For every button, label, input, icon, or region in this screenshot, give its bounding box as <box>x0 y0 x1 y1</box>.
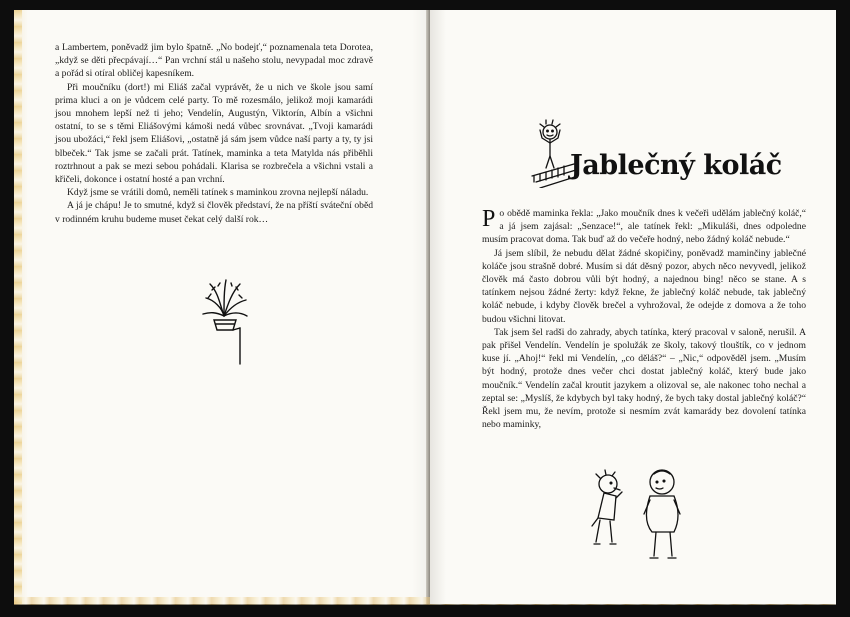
chapter-title: Jablečný koláč <box>570 150 782 181</box>
drop-cap-letter: P <box>482 206 496 232</box>
right-page <box>430 10 836 604</box>
page-edge-decoration <box>14 10 22 604</box>
right-paragraph-1: o obědě maminka řekla: „Jako moučník dnes k večeři udělám jablečný koláč,“ a já jsem zajásal: „Senzace!“, ale tatínek řekl: „Mikuláši, dnes odpoledne musím pracovat doma. Tak buď až do večeře hodný, nebo žádný koláč nebude.“ <box>482 208 806 246</box>
two-boys-talking-illustration <box>580 466 692 562</box>
right-paragraph-2: Já jsem slíbil, že nebudu dělat žádné skopičiny, poněvadž maminčiny jablečné koláče jsou strašně dobré. Musím si dát děsný pozor, abych něco nevyvedl, jelikož člověk má často dobrou vůli být hodný, a najednou bing! něco se stane. A s tatínkem nejsou žádné žerty: když řekne, že jablečný koláč nebude, tak jablečný koláč nebude, i kdyby člověk brečel a vyhrožoval, že odejde z domova a že toho budou všichni litovat. <box>482 247 806 325</box>
right-page-text <box>482 207 806 431</box>
potted-palm-illustration <box>200 278 250 366</box>
left-page <box>14 10 430 604</box>
left-paragraph-4: A já je chápu! Je to smutné, když si člověk představí, že na příští sváteční oběd v rodinném kruhu budeme muset čekat celý další rok… <box>55 200 373 225</box>
left-paragraph-2: Při moučníku (dort!) mi Eliáš začal vyprávět, že u nich ve škole jsou samí prima kluci a on je vůdcem celé party. To mě rozesmálo, jelikož moji kamarádi jsou mnohem lepší než ti jeho; Vendelín, Augustýn, Viktorín, Albín a všichni ostatní, to se s těmi Eliášovými kámoši nedá vůbec srovnávat. „Tvoji kamarádi jsou ubožáci,“ řekl jsem Eliášovi, „ostatně já sám jsem vůdce naší party a ty, ty jsi blbeček.“ Tak jsme se začali prát. Tatínek, maminka a teta Matylda nás přiběhli roztrhnout a pak se mezi sebou pohádali. Klarisa se rozbrečela a všichni vstali a křičeli, dokonce i ostatní hosté a pan vrchní. <box>55 81 373 186</box>
right-paragraph-3: Tak jsem šel radši do zahrady, abych tatínka, který pracoval v saloně, nerušil. A pak přišel Vendelín. Vendelín je spolužák ze školy, takový tlouštík, co v jednom kuse jí. „Ahoj!“ řekl mi Vendelín, „co děláš?“ – „Nic,“ odpověděl jsem. „Musím být hodný, protože dnes večer chci dostat jablečný koláč, který bude jako moučník.“ Vendelín začal kroutit jazykem a olizoval se, ale nakonec toho nechal a zeptal se: „Myslíš, že kdybych byl taky hodný, že bych taky dostal jablečný koláč?“ Řekl jsem mu, že nevím, protože si nesmím zvát kamarády bez dovolení tatínka nebo maminky, <box>482 326 806 431</box>
left-paragraph-1: a Lambertem, poněvadž jim bylo špatně. „No bodejť,“ poznamenala teta Dorotea, „když se děti přecpávají…“ Pan vrchní stál u našeho stolu, nevypadal moc zdravě a pořád si otíral obličej kapesníkem. <box>55 42 373 80</box>
left-paragraph-3: Když jsme se vrátili domů, neměli tatínek s maminkou zrovna nejlepší náladu. <box>67 187 369 199</box>
left-page-text <box>55 41 373 226</box>
